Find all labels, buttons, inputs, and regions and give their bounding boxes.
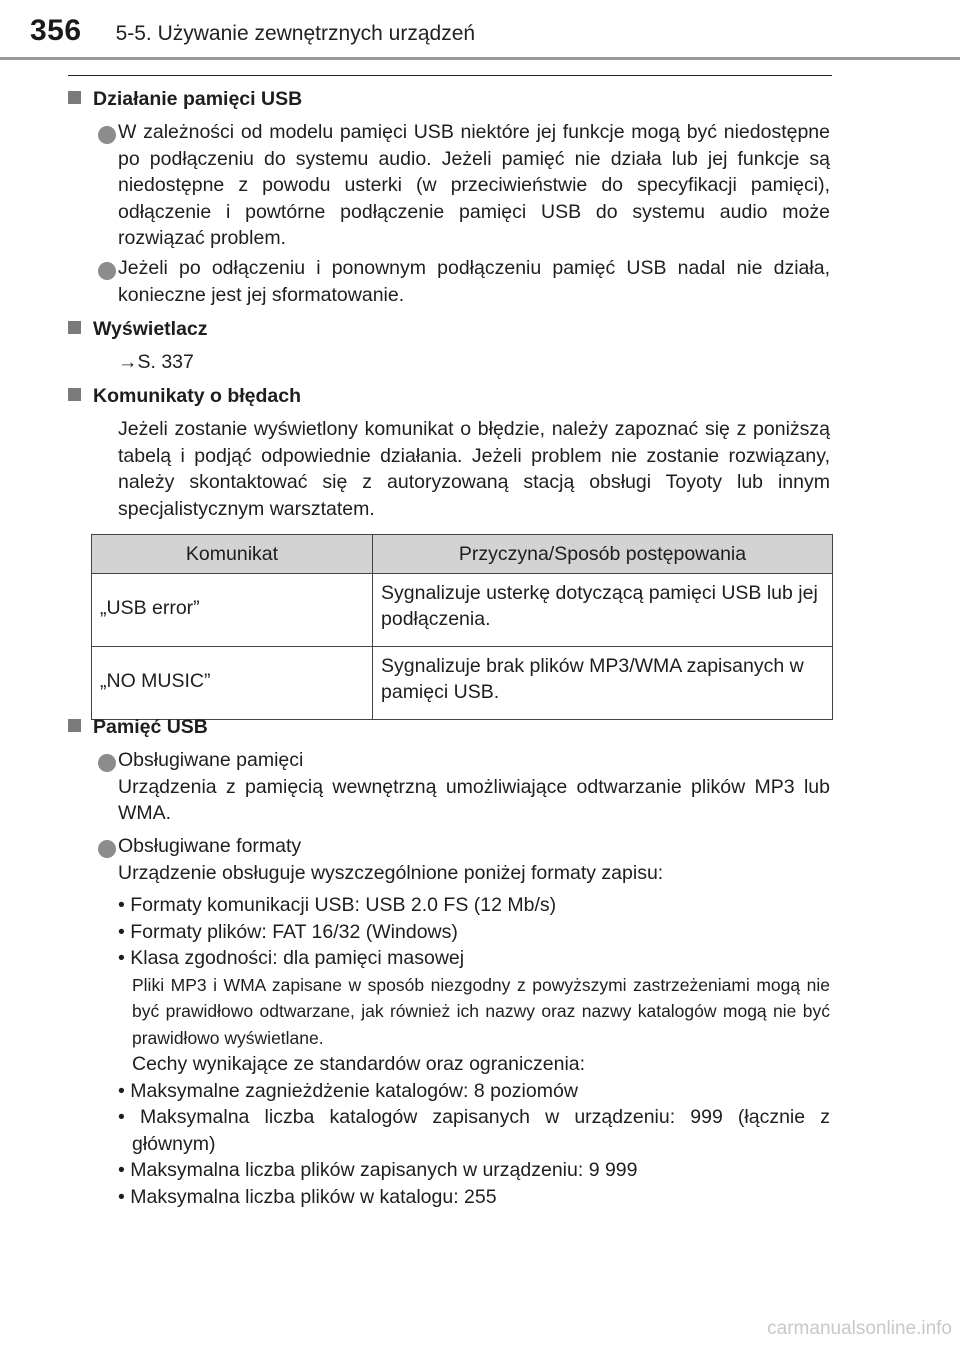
round-bullet-icon (98, 126, 116, 144)
square-bullet-icon (68, 91, 81, 104)
usb-operation-bullet-1: W zależności od modelu pamięci USB niektóre jej funkcje mogą być niedostępne po podłączeniu do systemu audio. Jeżeli pamięć nie działa lub jej funkcje są niedostępne z powodu usterki (w przeciwieństwie do specyfikacji pamięci), odłączenie i powtórne podłączenie pamięci USB do systemu audio może rozwiązać problem. (118, 121, 830, 249)
error-messages-table (91, 534, 833, 720)
limits-intro: Cechy wynikające ze standardów oraz ograniczenia: (132, 1053, 586, 1075)
heading-usb-operation: Działanie pamięci USB (68, 88, 302, 111)
round-bullet-icon (98, 262, 116, 280)
section-title: 5-5. Używanie zewnętrznych urządzeń (115, 22, 476, 45)
list-item: • Formaty komunikacji USB: USB 2.0 FS (12 Mb/s) (118, 894, 557, 916)
supported-formats-label: Obsługiwane formaty (118, 835, 302, 857)
list-item: • Klasa zgodności: dla pamięci masowej (118, 947, 465, 969)
header-divider (0, 57, 960, 60)
square-bullet-icon (68, 719, 81, 732)
heading-usb-memory: Pamięć USB (68, 716, 208, 739)
list-item: • Maksymalne zagnieżdżenie katalogów: 8 poziomów (118, 1079, 578, 1102)
list-item: • Maksymalna liczba katalogów zapisanych w urządzeniu: 999 (łącznie z głównym) (118, 1106, 830, 1155)
round-bullet-icon (98, 754, 116, 772)
table-cell-message: „NO MUSIC” (92, 647, 373, 720)
watermark: carmanualsonline.info (767, 1318, 952, 1339)
usb-operation-bullet-2: Jeżeli po odłączeniu i ponownym podłączeniu pamięć USB nadal nie działa, konieczne jest jej sformatowanie. (118, 257, 830, 306)
supported-devices-label: Obsługiwane pamięci (118, 749, 304, 771)
display-page-reference[interactable]: →S. 337 (118, 351, 194, 373)
formats-and-limits-list (118, 892, 830, 1210)
supported-devices-block (118, 747, 830, 827)
table-row (92, 647, 833, 720)
page-header (30, 14, 475, 54)
round-bullet-icon (98, 840, 116, 858)
table-cell-cause: Sygnalizuje brak plików MP3/WMA zapisanych w pamięci USB. (373, 647, 833, 720)
page-number: 356 (30, 14, 82, 47)
heading-display: Wyświetlacz (68, 318, 208, 341)
table-cell-message: „USB error” (92, 574, 373, 647)
list-item: • Maksymalna liczba plików zapisanych w urządzeniu: 9 999 (118, 1159, 638, 1181)
square-bullet-icon (68, 321, 81, 334)
supported-formats-text: Urządzenie obsługuje wyszczególnione poniżej formaty zapisu: (118, 861, 664, 884)
content-top-rule (68, 75, 832, 76)
list-item: • Maksymalna liczba plików w katalogu: 255 (118, 1185, 497, 1208)
supported-devices-text: Urządzenia z pamięcią wewnętrzną umożliwiające odtwarzanie plików MP3 lub WMA. (118, 775, 830, 824)
format-note: Pliki MP3 i WMA zapisane w sposób niezgodny z powyższymi zastrzeżeniami mogą nie być prawidłowo odtwarzane, jak również ich nazwy oraz nazwy katalogów mogą nie być prawidłowo wyświetlane. (132, 974, 830, 1048)
table-header-cell: Komunikat (92, 535, 373, 574)
supported-formats-block (118, 833, 830, 886)
list-item: • Formaty plików: FAT 16/32 (Windows) (118, 920, 458, 943)
square-bullet-icon (68, 388, 81, 401)
heading-error-messages: Komunikaty o błędach (68, 385, 301, 408)
error-messages-text: Jeżeli zostanie wyświetlony komunikat o błędzie, należy zapoznać się z poniższą tabelą i podjąć odpowiednie działania. Jeżeli problem nie zostanie rozwiązany, należy skontaktować się z autoryzowaną stacją obsługi Toyoty lub innym specjalistycznym warsztatem. (118, 418, 830, 520)
table-header-cell: Przyczyna/Sposób postępowania (373, 535, 833, 574)
table-cell-cause: Sygnalizuje usterkę dotyczącą pamięci USB lub jej podłączenia. (373, 574, 833, 647)
table-row (92, 574, 833, 647)
table-header-row (92, 535, 833, 574)
